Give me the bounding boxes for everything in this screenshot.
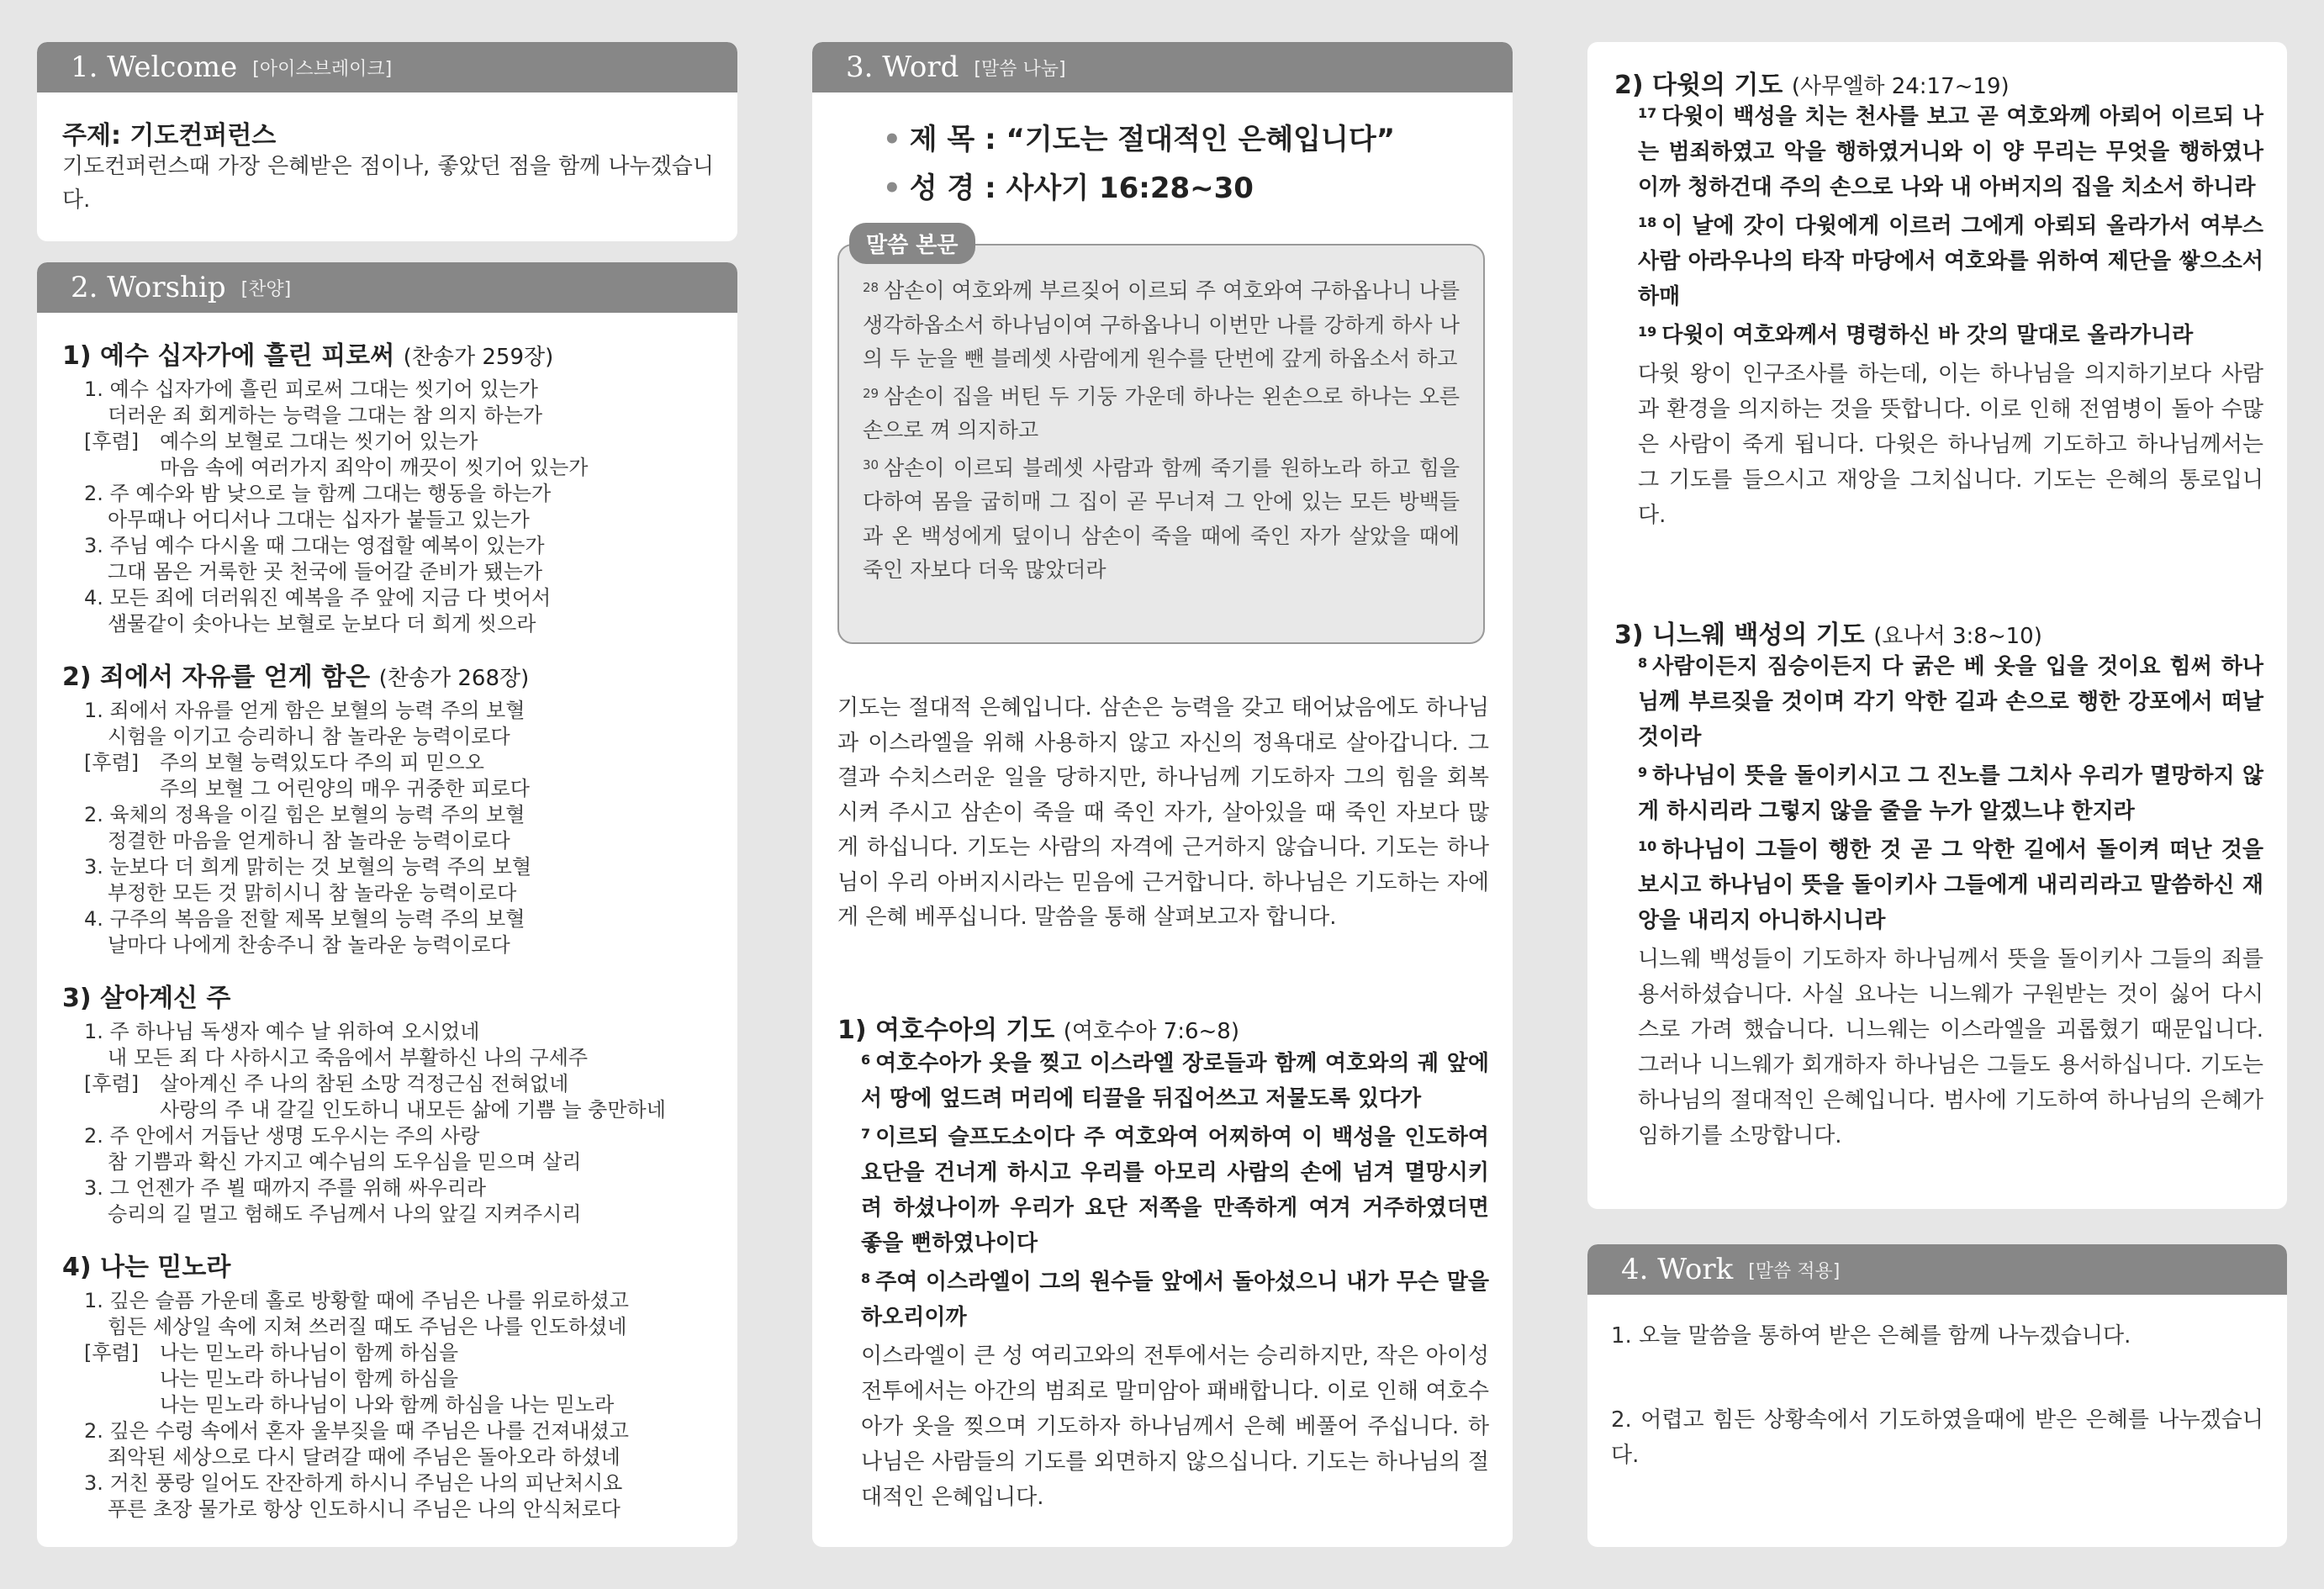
chorus-line: [후렴] 예수의 보혈로 그대는 씻기어 있는가: [84, 430, 478, 453]
song-line: 1. 주 하나님 독생자 예수 날 위하여 오시었네: [84, 1020, 480, 1043]
song-line: 주의 보혈 그 어린양의 매우 귀중한 피로다: [160, 777, 530, 800]
worship-panel: [37, 262, 737, 1547]
song-line: 샘물같이 솟아나는 보혈로 눈보다 더 희게 씻으라: [108, 612, 536, 636]
song-line: 사랑의 주 내 갈길 인도하니 내모든 삶에 기쁨 늘 충만하네: [160, 1098, 666, 1122]
work-item: 1. 오늘 말씀을 통하여 받은 은혜를 함께 나누겠습니다.: [1611, 1323, 2131, 1349]
work-item: 2. 어렵고 힘든 상황속에서 기도하였을때에 받은 은혜를 나누겠습니다.: [1611, 1407, 2263, 1468]
section-1-text: 이스라엘이 큰 성 여리고와의 전투에서는 승리하지만, 작은 아이성 전투에서는 아간의 범죄로 말미암아 패배합니다. 이로 인해 여호수아가 옷을 찢으며 기도하자 하나님께서 은혜 베풀어 주십니다. 하나님은 사람들의 기도를 외면하지 않으십니다. 기도는 하나님의 절대적인 은혜입니다.: [861, 1344, 1489, 1510]
song-line: 4. 구주의 복음을 전할 제목 보혈의 능력 주의 보혈: [84, 907, 526, 931]
song-line: 1. 깊은 슬픔 가운데 홀로 방황할 때에 주님은 나를 위로하셨고: [84, 1289, 629, 1312]
song-line: 푸른 초장 물가로 항상 인도하시니 주님은 나의 안식처로다: [108, 1497, 621, 1521]
work-title: 4. Work: [1621, 1253, 1734, 1286]
song-line: 더러운 죄 회게하는 능력을 그대는 참 의지 하는가: [108, 404, 543, 427]
verse: $^9$ 하나님이 뜻을 돌이키시고 그 진노를 그치사 우리가 멸망하지 않게 하시리라 그렇지 않을 줄을 누가 알겠느냐 한지라: [1638, 763, 2263, 824]
song-line: 3. 그 언젠가 주 뵐 때까지 주를 위해 싸우리라: [84, 1176, 487, 1200]
song-line: 부정한 모든 것 맑히시니 참 놀라운 능력이로다: [108, 881, 517, 905]
verse: $^6$ 여호수아가 옷을 찢고 이스라엘 장로들과 함께 여호와의 궤 앞에서 땅에 엎드려 머리에 티끌을 뒤집어쓰고 저물도록 있다가: [861, 1051, 1489, 1111]
song-line: 2. 육체의 정욕을 이길 힘은 보혈의 능력 주의 보혈: [84, 803, 526, 826]
verse: $^7$ 이르되 슬프도소이다 주 여호와여 어찌하여 이 백성을 인도하여 요단을 건너게 하시고 우리를 아모리 사람의 손에 넘겨 멸망시키려 하셨나이까 우리가 요단 저쪽을 만족하게 여겨 거주하였더면 좋을 뻔하였나이다: [861, 1125, 1489, 1256]
word-subtitle: [말씀 나눔]: [974, 58, 1066, 80]
welcome-text: 기도컨퍼런스때 가장 은혜받은 점이나, 좋았던 점을 함께 나누겠습니다.: [62, 154, 714, 213]
song-line: 2. 깊은 수렁 속에서 혼자 울부짖을 때 주님은 나를 건져내셨고: [84, 1419, 629, 1443]
song-3: [62, 977, 721, 1227]
section-3-text: 니느웨 백성들이 기도하자 하나님께서 뜻을 돌이키사 그들의 죄를 용서하셨습니다. 사실 요나는 니느웨가 구원받는 것이 싫어 다시스로 가려 했습니다. 니느웨는 이스라엘을 괴롭혔기 때문입니다. 그러나 니느웨가 회개하자 하나님은 그들도 용서하십니다. 기도는 하나님의 절대적인 은혜입니다. 범사에 기도하여 하나님의 은혜가 임하기를 소망합니다.: [1638, 947, 2263, 1148]
welcome-subtitle: [아이스브레이크]: [252, 58, 393, 80]
word-panel: [812, 42, 1513, 1547]
scripture-box: [837, 244, 1485, 644]
song-line: 그대 몸은 거룩한 곳 천국에 들어갈 준비가 됐는가: [108, 560, 543, 583]
worship-subtitle: [찬양]: [240, 278, 292, 300]
welcome-header: [37, 42, 737, 92]
prayer-panel: [1587, 42, 2287, 1209]
scripture-tag: 말씀 본문: [849, 223, 975, 264]
song-line: 날마다 나에게 찬송주니 참 놀라운 능력이로다: [108, 933, 510, 957]
welcome-panel: [37, 42, 737, 241]
section-2-title: 2) 다윗의 기도 (사무엘하 24:17~19): [1614, 71, 2010, 100]
song-title: 4) 나는 믿노라: [62, 1253, 231, 1282]
sermon-scripture: • 성 경 : 사사기 16:28~30: [883, 172, 1254, 205]
song-line: 3. 거친 풍랑 일어도 잔잔하게 하시니 주님은 나의 피난처시요: [84, 1471, 623, 1495]
section-2-verses: [1638, 99, 2263, 533]
song-line: 1. 예수 십자가에 흘린 피로써 그대는 씻기어 있는가: [84, 377, 538, 401]
song-line: 정결한 마음을 얻게하니 참 놀라운 능력이로다: [108, 829, 510, 853]
song-line: 승리의 길 멀고 험해도 주님께서 나의 앞길 지켜주시리: [108, 1202, 582, 1226]
song-title: 2) 죄에서 자유를 얻게 함은 (찬송가 268장): [62, 663, 530, 692]
song-line: 죄악된 세상으로 다시 달려갈 때에 주님은 돌아오라 하셨네: [108, 1445, 621, 1469]
section-1-title: 1) 여호수아의 기도 (여호수아 7:6~8): [837, 1016, 1239, 1045]
verse: $^8$ 사람이든지 짐승이든지 다 굵은 베 옷을 입을 것이요 힘써 하나님께 부르짖을 것이며 각기 악한 길과 손으로 행한 강포에서 떠날 것이라: [1638, 654, 2263, 750]
song-line: 마음 속에 여러가지 죄악이 깨끗이 씻기어 있는가: [160, 456, 589, 479]
song-line: 2. 주 예수와 밤 낮으로 늘 함께 그대는 행동을 하는가: [84, 482, 552, 505]
song-line: 힘든 세상일 속에 지쳐 쓰러질 때도 주님은 나를 인도하셨네: [108, 1315, 627, 1338]
verse: $^{10}$ 하나님이 그들이 행한 것 곧 그 악한 길에서 돌이켜 떠난 것을 보시고 하나님이 뜻을 돌이키사 그들에게 내리리라고 말씀하신 재앙을 내리지 아니하시니라: [1638, 837, 2263, 933]
song-line: 내 모든 죄 다 사하시고 죽음에서 부활하신 나의 구세주: [108, 1046, 589, 1069]
song-line: 1. 죄에서 자유를 얻게 함은 보혈의 능력 주의 보혈: [84, 699, 526, 722]
song-line: 아무때나 어디서나 그대는 십자가 붙들고 있는가: [108, 508, 530, 531]
song-line: 4. 모든 죄에 더러워진 예복을 주 앞에 지금 다 벗어서: [84, 586, 552, 610]
word-title: 3. Word: [846, 50, 959, 84]
song-4: [62, 1246, 721, 1523]
song-line: 3. 주님 예수 다시올 때 그대는 영접할 예복이 있는가: [84, 534, 545, 557]
work-header: [1587, 1244, 2287, 1295]
worship-title: 2. Worship: [71, 271, 226, 304]
worship-header: [37, 262, 737, 313]
work-panel: [1587, 1244, 2287, 1547]
song-line: 3. 눈보다 더 희게 맑히는 것 보혈의 능력 주의 보혈: [84, 855, 532, 879]
song-line: 나는 믿노라 하나님이 나와 함께 하심을 나는 믿노라: [160, 1393, 615, 1417]
welcome-title: 1. Welcome: [71, 50, 238, 84]
work-subtitle: [말씀 적용]: [1748, 1260, 1841, 1282]
song-2: [62, 656, 721, 958]
word-header: [812, 42, 1513, 92]
scripture-verse: $^{30}$ 삼손이 이르되 블레셋 사람과 함께 죽기를 원하노라 하고 힘을 다하여 몸을 굽히매 그 집이 곧 무너져 그 안에 있는 모든 방백들과 온 백성에게 덮이니 삼손이 죽을 때에 죽인 자가 살았을 때에 죽인 자보다 더욱 많았더라: [863, 455, 1460, 582]
verse: $^{17}$ 다윗이 백성을 치는 천사를 보고 곧 여호와께 아뢰어 이르되 나는 범죄하였고 악을 행하였거니와 이 양 무리는 무엇을 행하였나이까 청하건대 주의 손으로 나와 내 아버지의 집을 치소서 하니라: [1638, 104, 2263, 200]
section-3-verses: [1638, 649, 2263, 1153]
section-1-verses: [861, 1046, 1489, 1515]
word-intro: 기도는 절대적 은혜입니다. 삼손은 능력을 갖고 태어났음에도 하나님과 이스라엘을 위해 사용하지 않고 자신의 정욕대로 살아갑니다. 그 결과 수치스러운 일을 당하지만, 하나님께 기도하자 그의 힘을 회복시켜 주시고 삼손이 죽을 때 죽인 자가, 살아있을 때 죽인 자보다 많게 하십니다. 기도는 사람의 자격에 근거하지 않습니다. 기도는 하나님이 우리 아버지시라는 믿음에 근거합니다. 하나님은 기도하는 자에게 은혜 베푸십니다. 말씀을 통해 살펴보고자 합니다.: [837, 695, 1489, 930]
sermon-subject: • 제 목 : “기도는 절대적인 은혜입니다”: [883, 123, 1396, 156]
song-line: 참 기쁨과 확신 가지고 예수님의 도우심을 믿으며 살리: [108, 1150, 582, 1174]
scripture-verse: $^{28}$ 삼손이 여호와께 부르짖어 이르되 주 여호와여 구하옵나니 나를 생각하옵소서 하나님이여 구하옵나니 이번만 나를 강하게 하사 나의 두 눈을 뺀 블레셋 사람에게 원수를 단번에 갚게 하옵소서 하고: [863, 278, 1460, 371]
song-title: 3) 살아계신 주: [62, 984, 231, 1013]
section-3-title: 3) 니느웨 백성의 기도 (요나서 3:8~10): [1614, 620, 2042, 650]
song-1: [62, 335, 721, 637]
scripture-verses: [863, 274, 1460, 588]
verse: $^8$ 주여 이스라엘이 그의 원수들 앞에서 돌아섰으니 내가 무슨 말을 하오리이까: [861, 1270, 1489, 1330]
song-line: 나는 믿노라 하나님이 함께 하심을: [160, 1367, 459, 1391]
verse: $^{18}$ 이 날에 갓이 다윗에게 이르러 그에게 아뢰되 올라가서 여부스 사람 아라우나의 타작 마당에서 여호와를 위하여 제단을 쌓으소서 하매: [1638, 214, 2263, 309]
song-line: 시험을 이기고 승리하니 참 놀라운 능력이로다: [108, 725, 510, 748]
song-title: 1) 예수 십자가에 흘린 피로써 (찬송가 259장): [62, 341, 554, 371]
chorus-line: [후렴] 나는 믿노라 하나님이 함께 하심을: [84, 1341, 459, 1365]
chorus-line: [후렴] 주의 보혈 능력있도다 주의 피 믿으오: [84, 751, 484, 774]
scripture-verse: $^{29}$ 삼손이 집을 버틴 두 기둥 가운데 하나는 왼손으로 하나는 오른손으로 껴 의지하고: [863, 383, 1460, 442]
chorus-line: [후렴] 살아계신 주 나의 참된 소망 걱정근심 전혀없네: [84, 1072, 569, 1095]
song-line: 2. 주 안에서 거듭난 생명 도우시는 주의 사랑: [84, 1124, 480, 1148]
welcome-topic: 주제: 기도컨퍼런스: [62, 121, 277, 150]
verse: $^{19}$ 다윗이 여호와께서 명령하신 바 갓의 말대로 올라가니라: [1638, 323, 2194, 348]
section-2-text: 다윗 왕이 인구조사를 하는데, 이는 하나님을 의지하기보다 사람과 환경을 의지하는 것을 뜻합니다. 이로 인해 전염병이 돌아 수많은 사람이 죽게 됩니다. 다윗은 하나님께 기도하고 하나님께서는 그 기도를 들으시고 재앙을 그치십니다. 기도는 은혜의 통로입니다.: [1638, 362, 2263, 528]
